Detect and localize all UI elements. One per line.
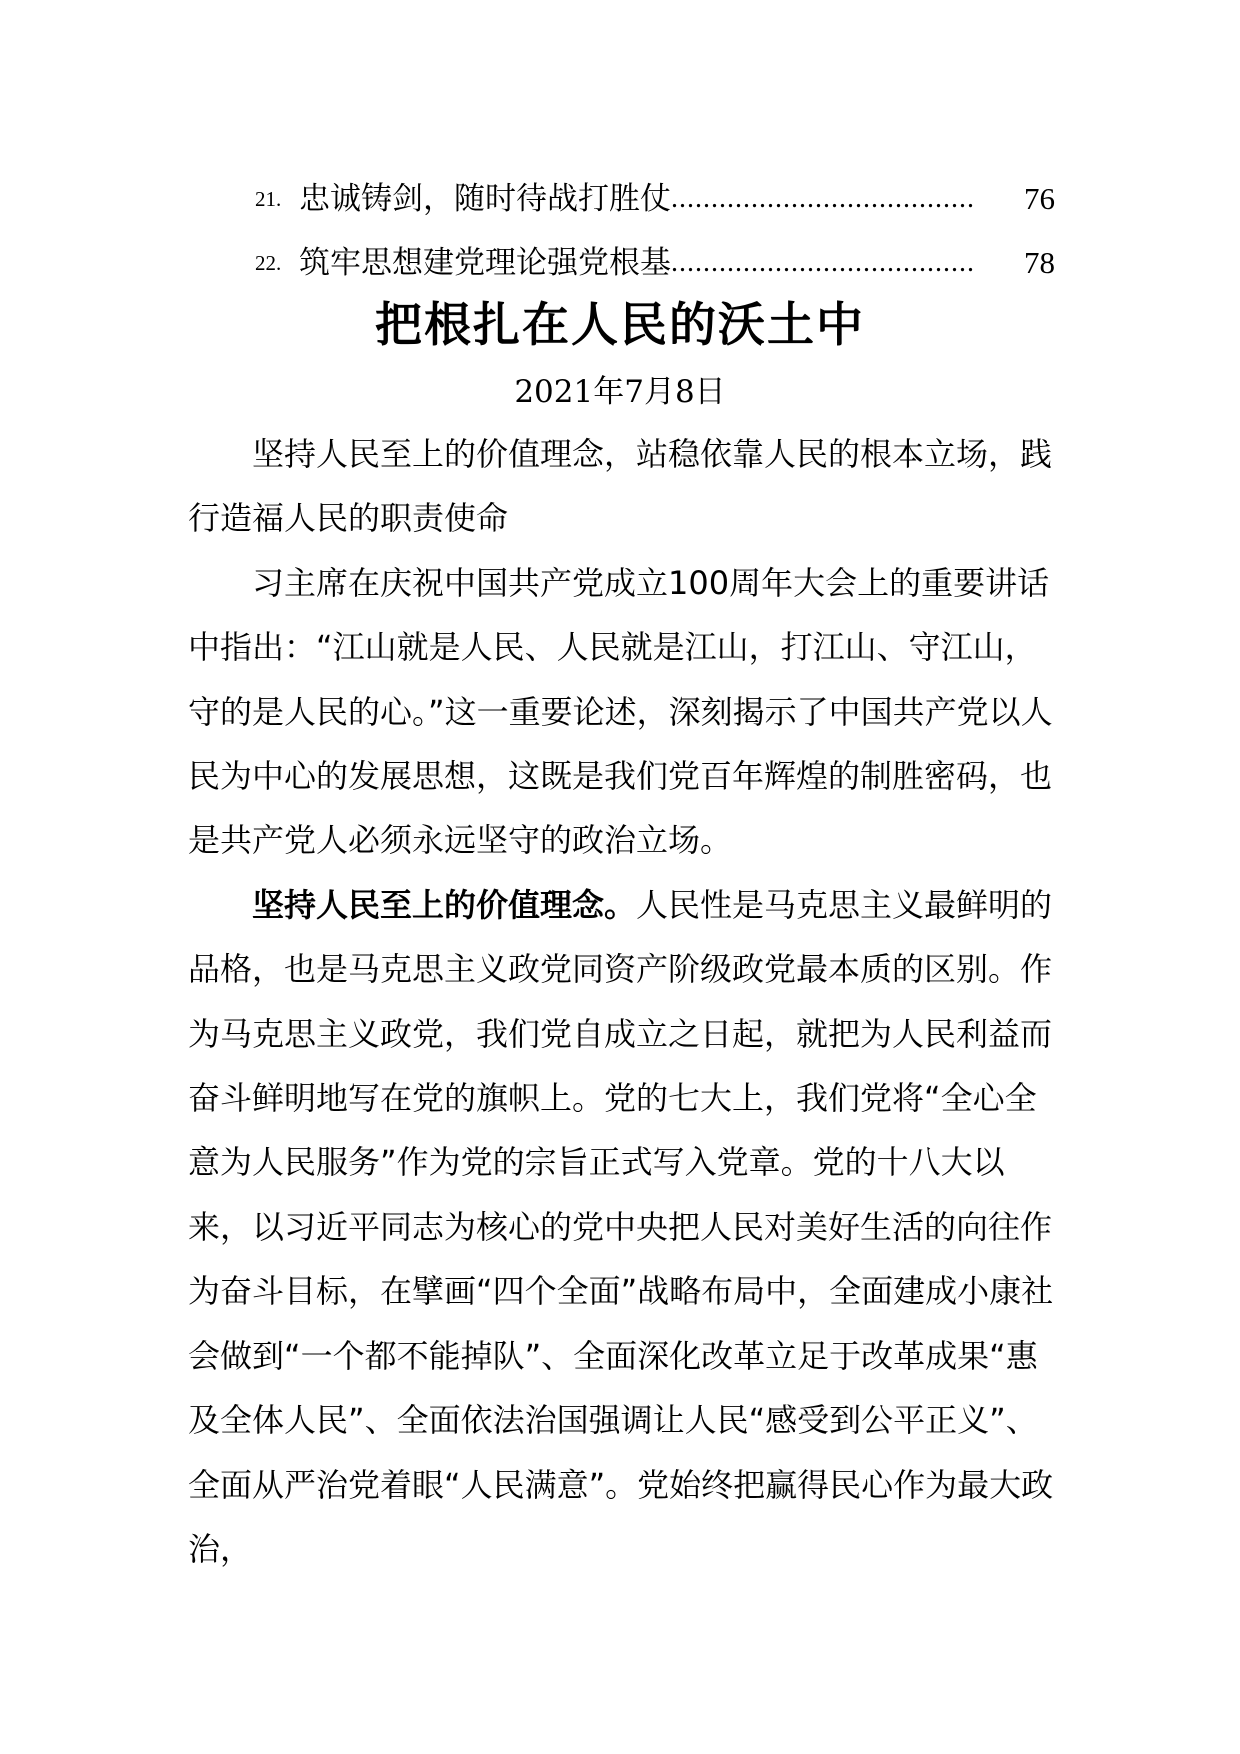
paragraph-people-first <box>188 873 1058 1581</box>
article-body <box>188 422 1058 1581</box>
toc-entry-page-number: 78 <box>1024 245 1055 280</box>
toc-entry-leader-dots: ...................................... <box>671 183 975 214</box>
toc-entry-number: 21. <box>255 187 282 211</box>
toc-entry-title: 筑牢思想建党理论强党根基 <box>299 245 671 281</box>
toc-entry[interactable] <box>255 167 1055 231</box>
toc-entry-title: 忠诚铸剑，随时待战打胜仗 <box>299 181 671 217</box>
article-title: 把根扎在人民的沃土中 <box>375 298 865 353</box>
paragraph-intro: 习主席在庆祝中国共产党成立100周年大会上的重要讲话中指出：“江山就是人民、人民就是江山，打江山、守江山，守的是人民的心。”这一重要论述，深刻揭示了中国共产党以人民为中心的发展思想，这既是我们党百年辉煌的制胜密码，也是共产党人必须永远坚守的政治立场。 <box>188 563 1053 860</box>
article-subtitle: 坚持人民至上的价值理念，站稳依靠人民的根本立场，践行造福人民的职责使命 <box>188 435 1053 538</box>
toc-entry-page-number: 76 <box>1024 181 1055 216</box>
toc-entry[interactable] <box>255 231 1055 295</box>
article-date: 2021年7月8日 <box>514 374 726 410</box>
paragraph-lead-heading: 坚持人民至上的价值理念。 <box>252 885 637 924</box>
paragraph-text: 人民性是马克思主义最鲜明的品格，也是马克思主义政党同资产阶级政党最本质的区别。作为马克思主义政党，我们党自成立之日起，就把为人民利益而奋斗鲜明地写在党的旗帜上。党的七大上，我们党将“全心全意为人民服务”作为党的宗旨正式写入党章。党的十八大以来，以习近平同志为核心的党中央把人民对美好生活的向往作为奋斗目标，在擘画“四个全面”战略布局中，全面建成小康社会做到“一个都不能掉队”、全面深化改革立足于改革成果“惠及全体人民”、全面依法治国强调让人民“感受到公平正义”、全面从严治党着眼“人民满意”。党始终把赢得民心作为最大政治， <box>188 885 1054 1568</box>
toc-entry-leader-dots: ...................................... <box>671 247 975 278</box>
toc-entry-number: 22. <box>255 251 282 275</box>
